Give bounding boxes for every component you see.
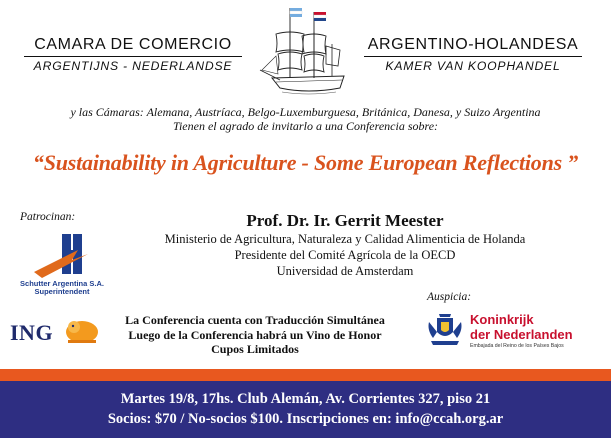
- event-date-location: Martes 19/8, 17hs. Club Alemán, Av. Corrientes 327, piso 21: [120, 391, 491, 407]
- schutter-company-name: Schutter Argentina S.A.: [20, 279, 104, 288]
- koninkrijk-name: [470, 312, 573, 342]
- koninkrijk-line1: Koninkrijk: [470, 312, 534, 327]
- ing-sponsor: [10, 314, 102, 350]
- speaker-affiliation-oecd: Presidente del Comité Agrícola de la OECD: [234, 248, 456, 262]
- limited-seats-note: Cupos Limitados: [211, 342, 299, 356]
- event-info-footer: [0, 381, 611, 438]
- header-rule-right: [364, 56, 582, 57]
- schutter-role: Superintendent: [34, 287, 90, 296]
- speaker-affiliation-ministry: Ministerio de Agricultura, Naturaleza y Calidad Alimenticia de Holanda: [164, 232, 526, 246]
- simultaneous-translation-note: La Conferencia cuenta con Traducción Simultánea: [125, 313, 385, 327]
- chamber-name-dutch-left: ARGENTIJNS - NEDERLANDSE: [33, 59, 233, 73]
- netherlands-flag-icon: [314, 12, 326, 32]
- ing-lion-logo: [62, 316, 102, 346]
- event-pricing-registration: Socios: $70 / No-socios $100. Inscripciones en: info@ccah.org.ar: [107, 411, 504, 427]
- chamber-name-spanish-left: CAMARA DE COMERCIO: [34, 36, 232, 53]
- speaker-block: [130, 211, 560, 279]
- sponsors-label: Patrocinan:: [20, 211, 76, 223]
- conference-title: “Sustainability in Agriculture - Some European Reflections ”: [32, 150, 579, 175]
- invitation-line: Tienen el agrado de invitarlo a una Conferencia sobre:: [172, 119, 439, 133]
- speaker-affiliation-university: Universidad de Amsterdam: [276, 264, 414, 278]
- netherlands-coat-of-arms-icon: [425, 308, 465, 348]
- embassy-subtitle: Embajada del Reino de los Países Bajos: [470, 343, 564, 349]
- schutter-name: [14, 280, 110, 296]
- argentina-flag-icon: [290, 8, 302, 30]
- koninkrijk-line2: der Nederlanden: [470, 327, 573, 342]
- speaker-name: Prof. Dr. Ir. Gerrit Meester: [246, 211, 444, 230]
- auspices-label: Auspicia:: [427, 291, 472, 303]
- chamber-header: [0, 0, 611, 100]
- ing-wordmark: ING: [10, 320, 54, 345]
- orange-divider-bar: [0, 369, 611, 381]
- schutter-sponsor: [14, 232, 110, 302]
- conference-details: [100, 313, 410, 357]
- header-rule-left: [24, 56, 242, 57]
- chamber-name-dutch-right: KAMER VAN KOOPHANDEL: [385, 59, 561, 73]
- chamber-name-right: [364, 36, 582, 73]
- invitation-intro: [0, 105, 611, 133]
- schutter-logo: [32, 232, 96, 280]
- vino-de-honor-note: Luego de la Conferencia habrá un Vino de Honor: [128, 327, 382, 342]
- sailing-ship-logo: [252, 4, 356, 100]
- chamber-name-left: [24, 36, 242, 73]
- co-organizers-line: y las Cámaras: Alemana, Austríaca, Belgo-Luxemburguesa, Británica, Danesa, y Suizo Argentina: [70, 105, 541, 119]
- chamber-name-spanish-right: ARGENTINO-HOLANDESA: [367, 36, 579, 53]
- netherlands-embassy-auspice: [425, 308, 595, 354]
